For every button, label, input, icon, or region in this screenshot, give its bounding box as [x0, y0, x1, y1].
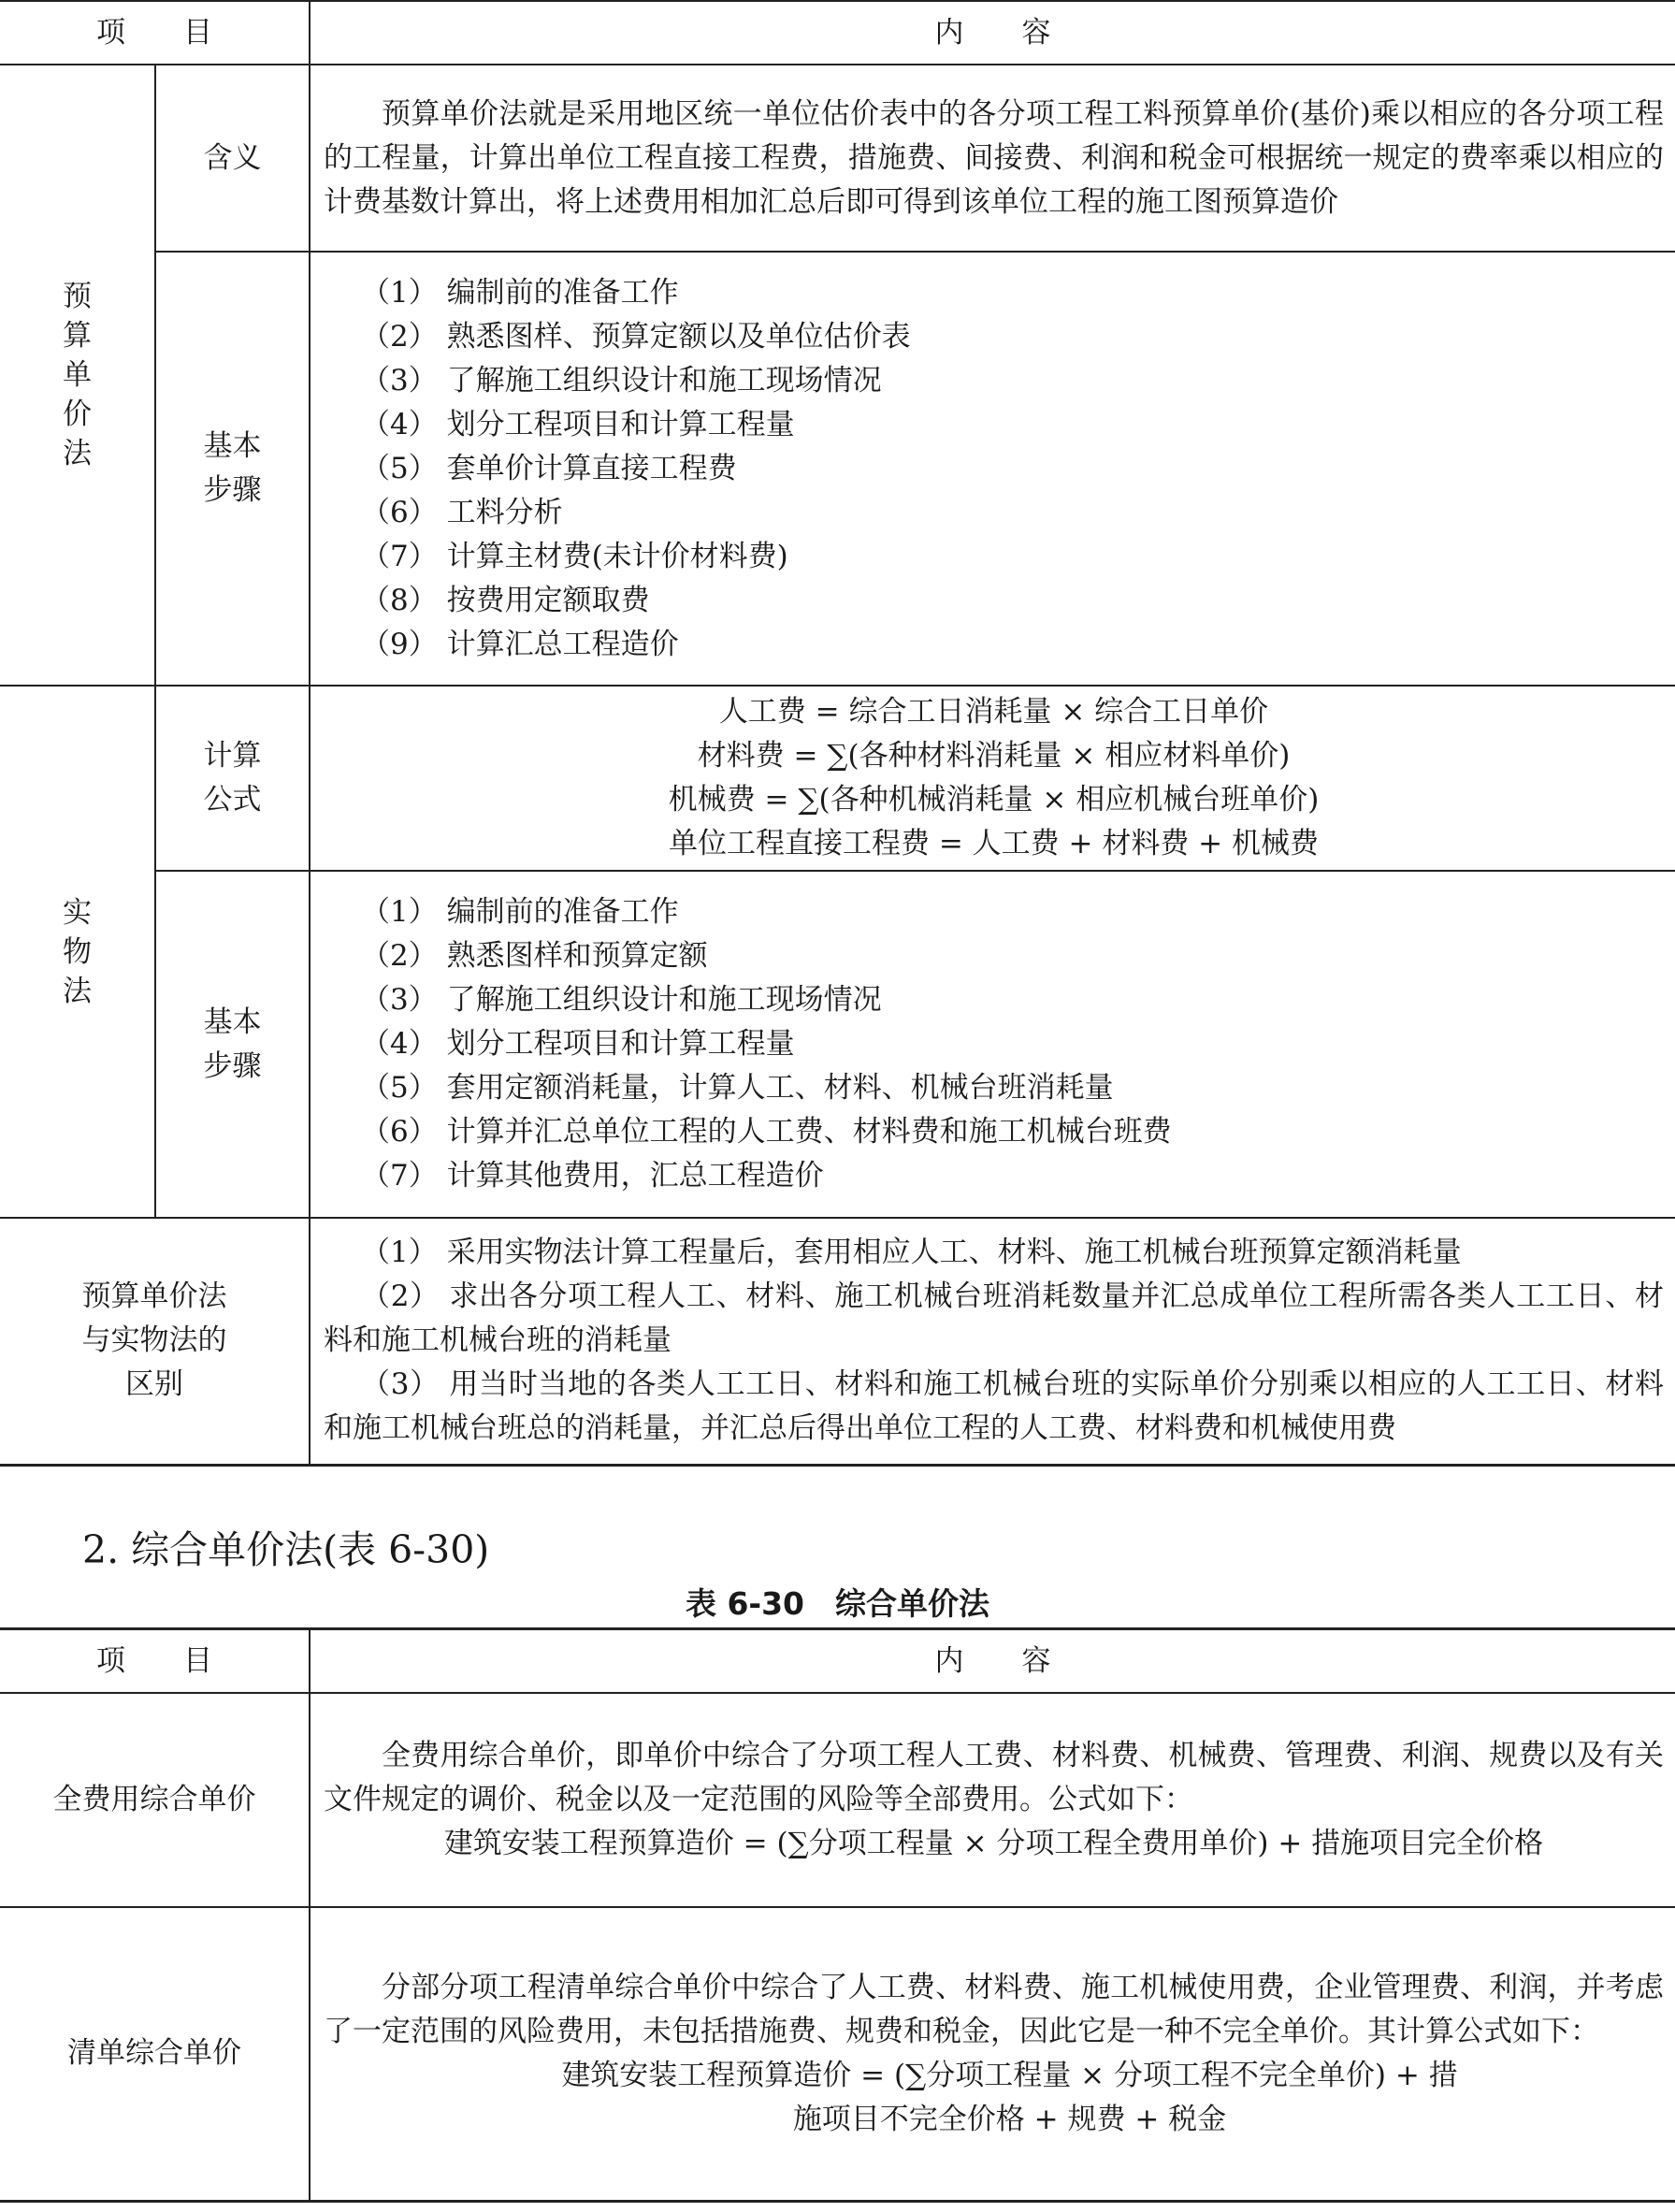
row-label-budget-unit-price: 预算单价法 — [0, 65, 155, 686]
list-item: （2） 熟悉图样和预算定额 — [361, 939, 708, 973]
row-label-full-cost: 全费用综合单价 — [0, 1693, 310, 1907]
table-row — [0, 1693, 1675, 1907]
formula-line: 人工费 = 综合工日消耗量 × 综合工日单价 — [718, 695, 1269, 729]
list-item: （2） 熟悉图样、预算定额以及单位估价表 — [361, 319, 911, 354]
header-item: 项目 — [0, 1629, 310, 1694]
formula-line: 单位工程直接工程费 = 人工费 + 材料费 + 机械费 — [668, 827, 1320, 860]
table-header-row — [0, 1629, 1675, 1694]
list-item: （1） 编制前的准备工作 — [361, 275, 679, 310]
formula-line: 材料费 = ∑(各种材料消耗量 × 相应材料单价) — [697, 739, 1291, 773]
list-item: （9） 计算汇总工程造价 — [361, 627, 679, 661]
table-row — [0, 65, 1675, 252]
list-item: （6） 计算并汇总单位工程的人工费、材料费和施工机械台班费 — [361, 1115, 1172, 1149]
list-item: （6） 工料分析 — [361, 495, 563, 529]
sublabel-steps: 基本步骤 — [155, 252, 310, 686]
table-header-row — [0, 1, 1675, 65]
sublabel-formula: 计算公式 — [155, 686, 310, 871]
meaning-text: 预算单价法就是采用地区统一单位估价表中的各分项工程工料预算单价(基价)乘以相应的各分项工程的工程量，计算出单位工程直接工程费，措施费、间接费、利润和税金可根据统一规定的费率乘以相应的计费基数计算出，将上述费用相加汇总后即可得到该单位工程的施工图预算造价 — [310, 65, 1675, 252]
list-item: （3） 了解施工组织设计和施工现场情况 — [361, 983, 882, 1017]
list-item: （7） 计算主材费(未计价材料费) — [361, 539, 788, 573]
list-item: （2） 求出各分项工程人工、材料、施工机械台班消耗数量并汇总成单位工程所需各类人工工日、材料和施工机械台班的消耗量 — [324, 1279, 1664, 1358]
list-item: （5） 套用定额消耗量，计算人工、材料、机械台班消耗量 — [361, 1071, 1114, 1105]
table-row — [0, 686, 1675, 871]
list-item: （4） 划分工程项目和计算工程量 — [361, 407, 795, 441]
section-heading: 2. 综合单价法(表 6-30) — [82, 1527, 490, 1572]
row-label-list: 清单综合单价 — [0, 1907, 310, 2201]
list-item: （1） 采用实物法计算工程量后，套用相应人工、材料、施工机械台班预算定额消耗量 — [361, 1236, 1462, 1270]
table-row — [0, 871, 1675, 1218]
list-item: （7） 计算其他费用，汇总工程造价 — [361, 1159, 824, 1193]
table-row — [0, 252, 1675, 686]
sublabel-steps: 基本步骤 — [155, 871, 310, 1218]
header-content: 内容 — [310, 1, 1675, 65]
steps-list — [310, 252, 1675, 686]
sublabel-meaning: 含义 — [155, 65, 310, 252]
formula-line: 机械费 = ∑(各种机械消耗量 × 相应机械台班单价) — [668, 783, 1320, 817]
formula-list — [310, 686, 1675, 871]
formula-line: 建筑安装工程预算造价 = (∑分项工程量 × 分项工程不完全单价) + 措施项目不完全价格 + 规费 + 税金 — [561, 2058, 1458, 2136]
row-label-physical: 实物法 — [0, 686, 155, 1218]
list-item: （1） 编制前的准备工作 — [361, 895, 679, 929]
table-caption: 表 6-30 综合单价法 — [685, 1585, 990, 1622]
full-cost-text: 全费用综合单价，即单价中综合了分项工程人工费、材料费、机械费、管理费、利润、规费以及有关文件规定的调价、税金以及一定范围的风险等全部费用。公式如下： 建筑安装工程预算造价 = (∑分项工程量 × 分项工程全费用单价) + 措施项目完全价格 — [310, 1693, 1675, 1907]
list-item: （3） 了解施工组织设计和施工现场情况 — [361, 363, 882, 398]
table-row — [0, 1907, 1675, 2201]
table-row — [0, 1218, 1675, 1465]
list-item: （8） 按费用定额取费 — [361, 583, 650, 617]
list-item: （3） 用当时当地的各类人工工日、材料和施工机械台班的实际单价分别乘以相应的人工工日、材料和施工机械台班总的消耗量，并汇总后得出单位工程的人工费、材料费和机械使用费 — [324, 1367, 1664, 1446]
formula-line: 建筑安装工程预算造价 = (∑分项工程量 × 分项工程全费用单价) + 措施项目完全价格 — [443, 1827, 1544, 1860]
list-item: （4） 划分工程项目和计算工程量 — [361, 1027, 795, 1061]
list-text: 分部分项工程清单综合单价中综合了人工费、材料费、施工机械使用费，企业管理费、利润，并考虑了一定范围的风险费用，未包括措施费、规费和税金，因此它是一种不完全单价。其计算公式如下： 建筑安装工程预算造价 = (∑分项工程量 × 分项工程不完全单价) + 措施项目不完全价格 + 规费 + 税金 — [310, 1907, 1675, 2201]
table-composite-unit-price — [0, 1627, 1675, 2203]
header-content: 内容 — [310, 1629, 1675, 1694]
list-item: （5） 套单价计算直接工程费 — [361, 451, 737, 485]
steps-list — [310, 871, 1675, 1218]
row-label-difference: 预算单价法与实物法的区别 — [0, 1218, 310, 1465]
difference-list — [310, 1218, 1675, 1465]
header-item: 项目 — [0, 1, 310, 65]
